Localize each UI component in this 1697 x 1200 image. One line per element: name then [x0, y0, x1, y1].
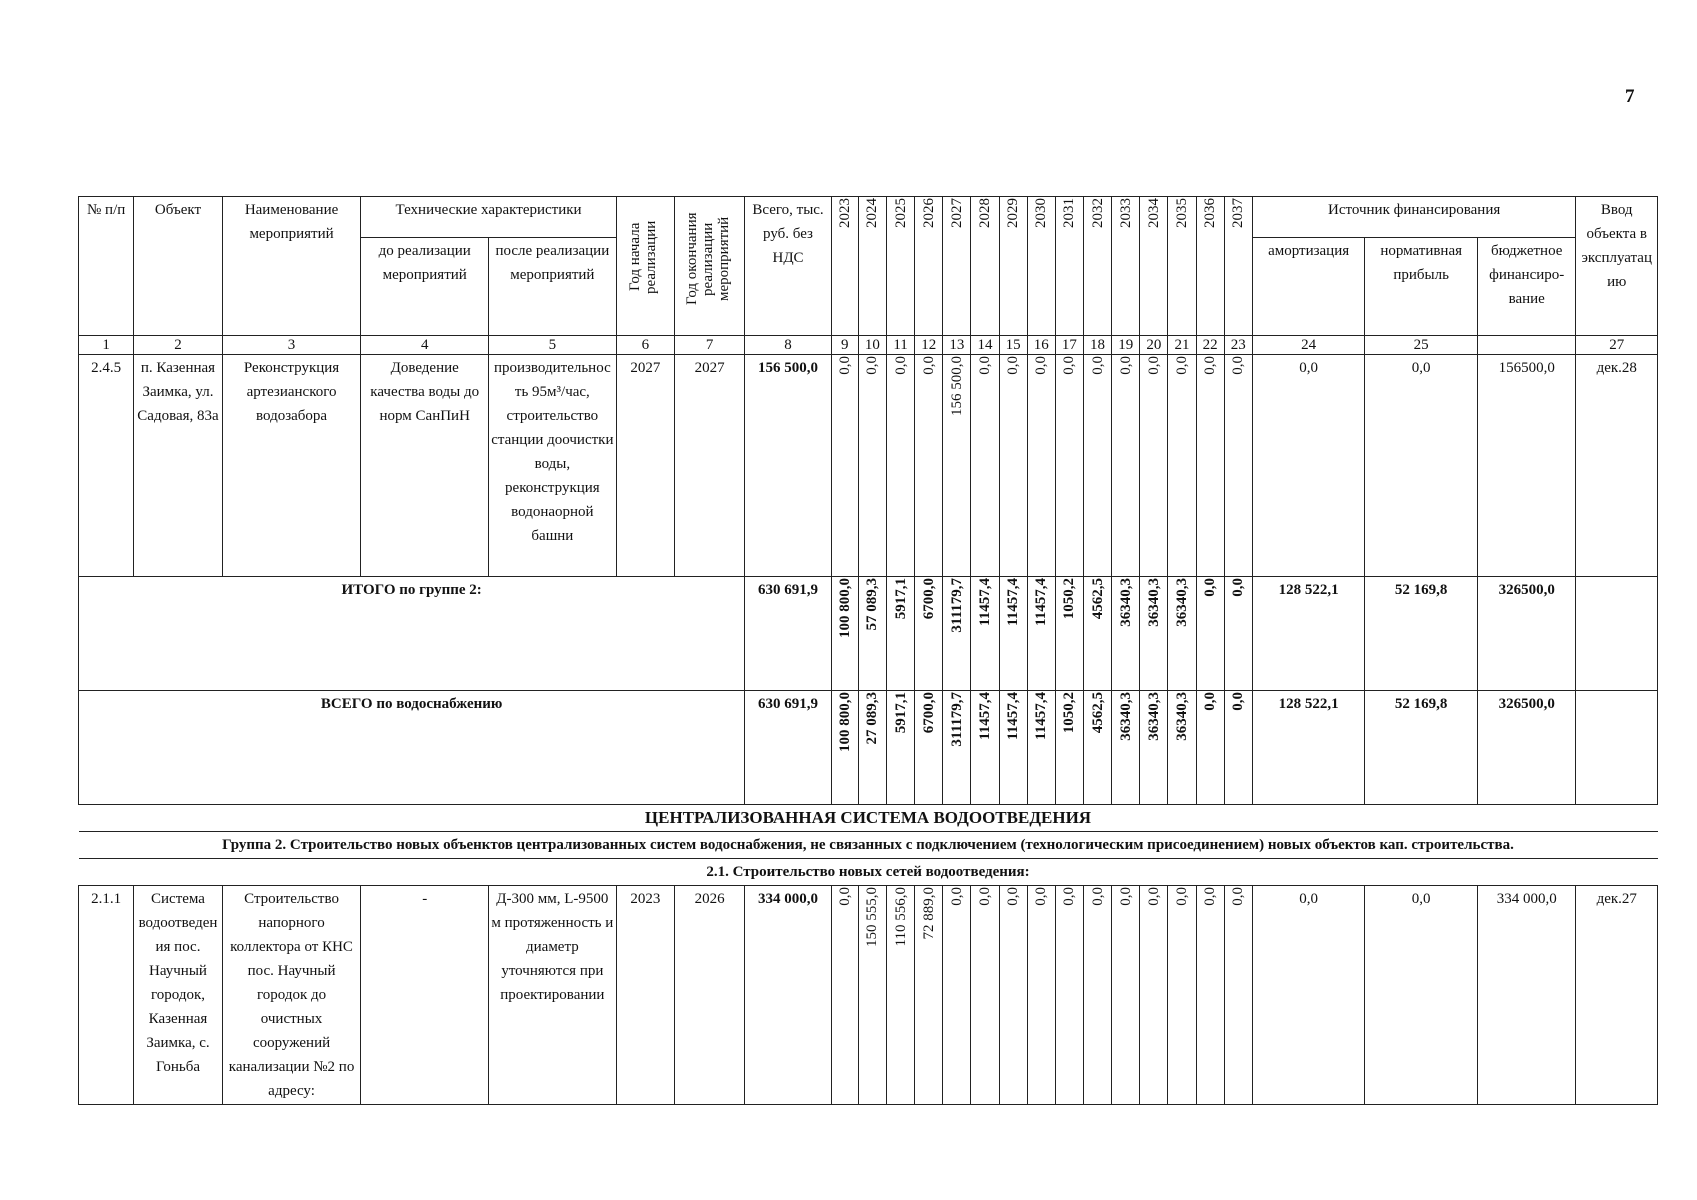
row-year-value: 0,0 — [1168, 886, 1196, 1105]
header-object: Объект — [134, 197, 222, 336]
header-year-2034: 2034 — [1140, 197, 1168, 336]
col-number: 22 — [1196, 336, 1224, 355]
header-year-2036: 2036 — [1196, 197, 1224, 336]
header-total: Всего, тыс. руб. без НДС — [745, 197, 831, 336]
vsego-year-value: 4562,5 — [1083, 691, 1111, 805]
header-commission: Ввод объекта в эксплуатацию — [1576, 197, 1658, 336]
col-number: 17 — [1055, 336, 1083, 355]
header-year-2023: 2023 — [831, 197, 858, 336]
itogo-year-value: 0,0 — [1196, 577, 1224, 691]
header-profit: нормативная прибыль — [1365, 238, 1478, 336]
table-row-vsego — [79, 691, 1658, 805]
row-num: 2.1.1 — [79, 886, 134, 1105]
itogo-total: 630 691,9 — [745, 577, 831, 691]
header-year-2028: 2028 — [971, 197, 999, 336]
vsego-year-value: 311179,7 — [943, 691, 971, 805]
vsego-year-value: 5917,1 — [887, 691, 915, 805]
row-year-value: 0,0 — [1027, 355, 1055, 577]
col-number: 3 — [222, 336, 361, 355]
vsego-year-value: 11457,4 — [971, 691, 999, 805]
row-start-year: 2027 — [616, 355, 674, 577]
row-budget: 156500,0 — [1477, 355, 1576, 577]
section-title-row — [79, 805, 1658, 832]
row-year-value: 0,0 — [887, 355, 915, 577]
header-after: после реализации мероприятий — [489, 238, 617, 336]
itogo-year-value: 36340,3 — [1112, 577, 1140, 691]
row-year-value: 156 500,0 — [943, 355, 971, 577]
row-year-value: 0,0 — [1168, 355, 1196, 577]
row-year-value: 0,0 — [1112, 886, 1140, 1105]
col-number: 20 — [1140, 336, 1168, 355]
row-after: производительность 95м³/час, строительство станции доочистки воды, реконструкция водонаорной башни — [489, 355, 617, 577]
row-before: Доведение качества воды до норм СанПиН — [361, 355, 489, 577]
col-number: 6 — [616, 336, 674, 355]
col-number: 27 — [1576, 336, 1658, 355]
vsego-year-value: 0,0 — [1196, 691, 1224, 805]
row-year-value: 0,0 — [1224, 886, 1252, 1105]
col-number: 1 — [79, 336, 134, 355]
row-year-value: 0,0 — [1140, 886, 1168, 1105]
header-year-2026: 2026 — [915, 197, 943, 336]
row-commission: дек.28 — [1576, 355, 1658, 577]
row-amort: 0,0 — [1252, 355, 1365, 577]
col-number: 8 — [745, 336, 831, 355]
header-funding: Источник финансирования — [1252, 197, 1576, 238]
itogo-amort: 128 522,1 — [1252, 577, 1365, 691]
itogo-year-value: 6700,0 — [915, 577, 943, 691]
header-event-name: Наименование мероприятий — [222, 197, 361, 336]
row-year-value: 0,0 — [999, 355, 1027, 577]
vsego-year-value: 0,0 — [1224, 691, 1252, 805]
itogo-year-value: 311179,7 — [943, 577, 971, 691]
itogo-year-value: 36340,3 — [1168, 577, 1196, 691]
itogo-commission — [1576, 577, 1658, 691]
column-number-row — [79, 336, 1658, 355]
row-profit: 0,0 — [1365, 355, 1478, 577]
col-number: 11 — [887, 336, 915, 355]
row-event: Строительство напорного коллектора от КНС пос. Научный городок до очистных сооружений канализации №2 по адресу: — [222, 886, 361, 1105]
header-start-year: Год начала реализации — [616, 197, 674, 336]
vsego-budget: 326500,0 — [1477, 691, 1576, 805]
col-number: 24 — [1252, 336, 1365, 355]
row-total: 334 000,0 — [745, 886, 831, 1105]
row-year-value: 0,0 — [1112, 355, 1140, 577]
col-number: 12 — [915, 336, 943, 355]
header-year-2031: 2031 — [1055, 197, 1083, 336]
row-year-value: 0,0 — [1196, 355, 1224, 577]
row-year-value: 0,0 — [831, 886, 858, 1105]
subsection-title: 2.1. Строительство новых сетей водоотведения: — [79, 859, 1658, 886]
col-number: 14 — [971, 336, 999, 355]
header-year-2029: 2029 — [999, 197, 1027, 336]
group-title-row — [79, 832, 1658, 859]
row-end-year: 2027 — [674, 355, 744, 577]
itogo-year-value: 36340,3 — [1140, 577, 1168, 691]
vsego-year-value: 36340,3 — [1168, 691, 1196, 805]
vsego-amort: 128 522,1 — [1252, 691, 1365, 805]
vsego-year-value: 6700,0 — [915, 691, 943, 805]
vsego-year-value: 27 089,3 — [858, 691, 886, 805]
vsego-year-value: 11457,4 — [1027, 691, 1055, 805]
investment-table — [78, 196, 1658, 1105]
vsego-year-value: 100 800,0 — [831, 691, 858, 805]
row-year-value: 0,0 — [1224, 355, 1252, 577]
col-number: 2 — [134, 336, 222, 355]
header-year-2030: 2030 — [1027, 197, 1055, 336]
row-end-year: 2026 — [674, 886, 744, 1105]
header-year-2035: 2035 — [1168, 197, 1196, 336]
col-number — [1477, 336, 1576, 355]
header-num: № п/п — [79, 197, 134, 336]
col-number: 21 — [1168, 336, 1196, 355]
row-year-value: 0,0 — [1055, 886, 1083, 1105]
table-row-2-4-5 — [79, 355, 1658, 577]
row-amort: 0,0 — [1252, 886, 1365, 1105]
row-commission: дек.27 — [1576, 886, 1658, 1105]
header-year-2027: 2027 — [943, 197, 971, 336]
header-end-year: Год окончания реализации мероприятий — [674, 197, 744, 336]
row-year-value: 0,0 — [858, 355, 886, 577]
row-year-value: 0,0 — [1083, 886, 1111, 1105]
row-object: Система водоотведения пос. Научный городок, Казенная Заимка, с. Гоньба — [134, 886, 222, 1105]
vsego-total: 630 691,9 — [745, 691, 831, 805]
col-number: 10 — [858, 336, 886, 355]
vsego-profit: 52 169,8 — [1365, 691, 1478, 805]
row-year-value: 72 889,0 — [915, 886, 943, 1105]
row-profit: 0,0 — [1365, 886, 1478, 1105]
vsego-label: ВСЕГО по водоснабжению — [79, 691, 745, 805]
col-number: 7 — [674, 336, 744, 355]
row-year-value: 0,0 — [943, 886, 971, 1105]
vsego-year-value: 11457,4 — [999, 691, 1027, 805]
row-year-value: 0,0 — [971, 355, 999, 577]
itogo-year-value: 5917,1 — [887, 577, 915, 691]
itogo-year-value: 11457,4 — [999, 577, 1027, 691]
row-year-value: 110 556,0 — [887, 886, 915, 1105]
subsection-title-row — [79, 859, 1658, 886]
itogo-year-value: 11457,4 — [1027, 577, 1055, 691]
header-tech: Технические характеристики — [361, 197, 616, 238]
row-budget: 334 000,0 — [1477, 886, 1576, 1105]
itogo-year-value: 57 089,3 — [858, 577, 886, 691]
itogo-budget: 326500,0 — [1477, 577, 1576, 691]
itogo-profit: 52 169,8 — [1365, 577, 1478, 691]
row-start-year: 2023 — [616, 886, 674, 1105]
col-number: 23 — [1224, 336, 1252, 355]
itogo-year-value: 4562,5 — [1083, 577, 1111, 691]
header-amort: амортизация — [1252, 238, 1365, 336]
row-year-value: 0,0 — [1055, 355, 1083, 577]
row-after: Д-300 мм, L-9500 м протяженность и диаметр уточняются при проектировании — [489, 886, 617, 1105]
header-year-2025: 2025 — [887, 197, 915, 336]
vsego-year-value: 36340,3 — [1112, 691, 1140, 805]
col-number: 13 — [943, 336, 971, 355]
header-year-2033: 2033 — [1112, 197, 1140, 336]
col-number: 19 — [1112, 336, 1140, 355]
header-year-2032: 2032 — [1083, 197, 1111, 336]
header-before: до реализации мероприятий — [361, 238, 489, 336]
col-number: 9 — [831, 336, 858, 355]
itogo-label: ИТОГО по группе 2: — [79, 577, 745, 691]
col-number: 15 — [999, 336, 1027, 355]
header-budget: бюджетное финансиро-вание — [1477, 238, 1576, 336]
row-year-value: 0,0 — [1083, 355, 1111, 577]
row-year-value: 150 555,0 — [858, 886, 886, 1105]
vsego-year-value: 1050,2 — [1055, 691, 1083, 805]
col-number: 16 — [1027, 336, 1055, 355]
row-object: п. Казенная Заимка, ул. Садовая, 83а — [134, 355, 222, 577]
table-row-2-1-1 — [79, 886, 1658, 1105]
row-year-value: 0,0 — [1196, 886, 1224, 1105]
vsego-year-value: 36340,3 — [1140, 691, 1168, 805]
col-number: 4 — [361, 336, 489, 355]
page-number: 7 — [1625, 86, 1635, 107]
row-year-value: 0,0 — [915, 355, 943, 577]
col-number: 18 — [1083, 336, 1111, 355]
col-number: 5 — [489, 336, 617, 355]
row-year-value: 0,0 — [1027, 886, 1055, 1105]
group-title: Группа 2. Строительство новых объенктов централизованных систем водоснабжения, не связанных с подключением (технологическим присоединением) новых объектов кап. строительства. — [79, 832, 1658, 859]
row-year-value: 0,0 — [999, 886, 1027, 1105]
header-year-2024: 2024 — [858, 197, 886, 336]
vsego-commission — [1576, 691, 1658, 805]
header-year-2037: 2037 — [1224, 197, 1252, 336]
itogo-year-value: 1050,2 — [1055, 577, 1083, 691]
itogo-year-value: 11457,4 — [971, 577, 999, 691]
row-event: Реконструкция артезианского водозабора — [222, 355, 361, 577]
row-year-value: 0,0 — [831, 355, 858, 577]
header-row-top — [79, 197, 1658, 238]
row-total: 156 500,0 — [745, 355, 831, 577]
row-num: 2.4.5 — [79, 355, 134, 577]
row-year-value: 0,0 — [1140, 355, 1168, 577]
row-year-value: 0,0 — [971, 886, 999, 1105]
row-before: - — [361, 886, 489, 1105]
table-row-itogo — [79, 577, 1658, 691]
itogo-year-value: 0,0 — [1224, 577, 1252, 691]
col-number: 25 — [1365, 336, 1478, 355]
itogo-year-value: 100 800,0 — [831, 577, 858, 691]
section-title: ЦЕНТРАЛИЗОВАННАЯ СИСТЕМА ВОДООТВЕДЕНИЯ — [79, 805, 1658, 832]
